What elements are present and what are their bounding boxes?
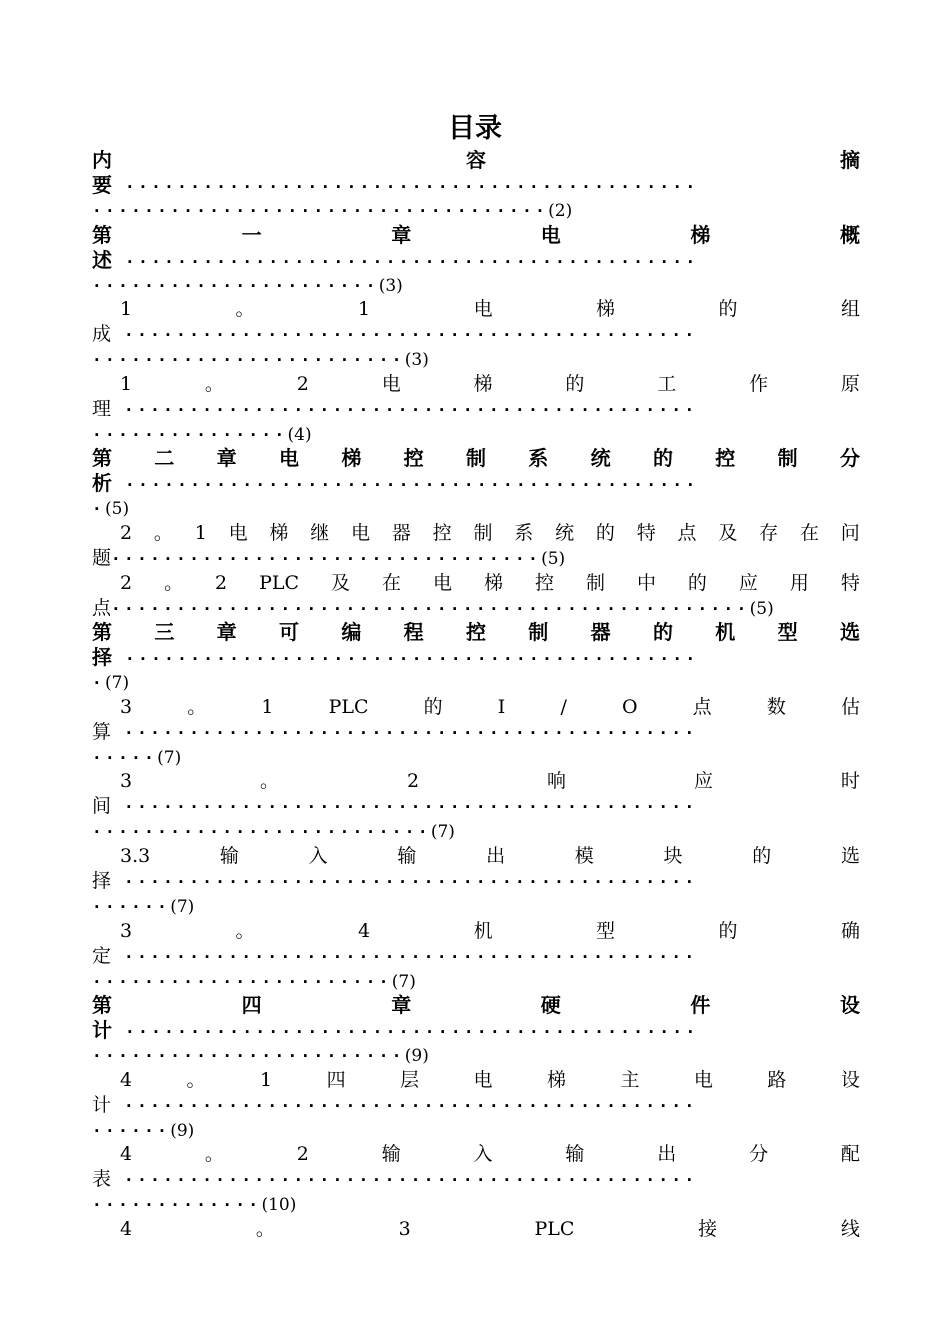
heading-token: 器 [391, 521, 411, 544]
heading-token: 点 [677, 521, 697, 544]
heading-last-char: 算 [92, 720, 112, 743]
heading-token: 输 [381, 1143, 401, 1166]
toc-section-entry[interactable] [92, 1217, 860, 1292]
heading-token: 电 [473, 298, 493, 321]
page-number: (4) [287, 424, 312, 445]
entry-leader-line [92, 546, 860, 571]
leader-dots: ············································ [112, 475, 699, 495]
heading-token: 模 [574, 844, 594, 867]
heading-last-char: 析 [92, 471, 112, 496]
leader-dots: ············································ [112, 1022, 699, 1042]
entry-heading-line [92, 844, 860, 869]
entry-page-line [92, 1118, 194, 1143]
entry-page-line [92, 819, 455, 844]
heading-token: 继 [310, 521, 330, 544]
heading-last-char: 表 [92, 1168, 112, 1191]
entry-leader-line [92, 248, 860, 273]
heading-token: 梯 [341, 446, 362, 471]
leader-dots: ························ [92, 1046, 405, 1066]
heading-token: 硬 [540, 993, 561, 1018]
entry-heading-line [92, 695, 860, 720]
heading-token: 输 [397, 844, 417, 867]
heading-token: 及 [718, 521, 738, 544]
heading-token: 的 [565, 372, 585, 395]
leader-dots: ············································ [111, 1170, 698, 1190]
heading-token: 电 [278, 446, 299, 471]
heading-token: 特 [840, 571, 860, 594]
heading-token: 块 [663, 844, 683, 867]
entry-leader-line [92, 794, 860, 819]
leader-dots: ············································ [112, 649, 699, 669]
heading-token: 在 [799, 521, 819, 544]
leader-dots: ································· [111, 548, 542, 568]
leader-dots: ······ [92, 1120, 171, 1140]
leader-dots: · [92, 499, 106, 519]
heading-token: 主 [620, 1068, 640, 1091]
toc-section-entry[interactable] [92, 844, 860, 919]
heading-token: 2 [296, 1143, 309, 1166]
heading-token: 的 [652, 446, 673, 471]
heading-token: 。 [164, 571, 184, 594]
heading-token: 1 [260, 1068, 273, 1091]
heading-token: 时 [840, 770, 860, 793]
page-number: (7) [391, 971, 416, 992]
heading-token: 用 [789, 571, 809, 594]
heading-token: 电 [381, 372, 401, 395]
heading-token: 。 [186, 1068, 206, 1091]
heading-token: 应 [738, 571, 758, 594]
toc-section-entry[interactable] [92, 571, 860, 621]
leader-dots: ······················ [92, 275, 379, 295]
heading-token: 输 [565, 1143, 585, 1166]
toc-chapter-entry[interactable] [92, 446, 860, 521]
toc-chapter-entry[interactable] [92, 223, 860, 298]
heading-token: 制 [528, 620, 549, 645]
heading-token: 机 [473, 919, 493, 942]
heading-token: 第 [92, 993, 112, 1018]
heading-token: 的 [687, 571, 707, 594]
heading-token: 电 [540, 222, 561, 247]
leader-dots: ············································ [111, 871, 698, 891]
heading-token: 一 [241, 222, 262, 247]
heading-token: 制 [473, 521, 493, 544]
leader-dots: ················································· [111, 598, 750, 618]
entry-heading-line [92, 1142, 860, 1167]
heading-token: 组 [840, 298, 860, 321]
heading-token: 输 [219, 844, 239, 867]
page-number: (9) [170, 1120, 195, 1141]
entry-heading-line [92, 769, 860, 794]
leader-dots: ············································ [111, 797, 698, 817]
heading-token: 作 [749, 372, 769, 395]
leader-dots: ······ [92, 896, 171, 916]
heading-last-char: 成 [92, 323, 112, 346]
leader-dots: ············································ [111, 946, 698, 966]
heading-token: 梯 [690, 222, 711, 247]
heading-token: 4 [358, 919, 371, 942]
heading-token: 出 [657, 1143, 677, 1166]
page-number: (5) [105, 499, 130, 520]
table-of-contents [92, 148, 860, 1292]
page-number: (7) [430, 822, 455, 843]
entry-leader-line [92, 322, 860, 347]
heading-token: 确 [840, 919, 860, 942]
heading-token: 电 [433, 571, 453, 594]
heading-token: 电 [228, 521, 248, 544]
leader-dots: ··············· [92, 424, 288, 444]
heading-token: 分 [839, 446, 860, 471]
heading-last-char: 要 [92, 173, 112, 197]
heading-token: 的 [652, 620, 673, 645]
entry-page-line [92, 422, 312, 447]
toc-chapter-entry[interactable] [92, 620, 860, 695]
page-number: (7) [157, 747, 182, 768]
heading-token: 章 [391, 993, 412, 1018]
heading-token: 。 [187, 695, 207, 718]
heading-token: 1 [261, 695, 274, 718]
heading-token: 中 [636, 571, 656, 594]
leader-dots: ············· [92, 1195, 262, 1215]
heading-token: 层 [400, 1068, 420, 1091]
page-number: (3) [404, 350, 429, 371]
heading-token: 点 [692, 695, 712, 718]
heading-token: 3 [398, 1217, 411, 1240]
heading-token: 制 [777, 446, 798, 471]
page-number: (7) [170, 896, 195, 917]
entry-page-line [92, 670, 129, 695]
heading-token: 2 [215, 571, 228, 594]
heading-token: 存 [759, 521, 779, 544]
page-number: (5) [541, 548, 566, 569]
heading-token: 。 [255, 1217, 275, 1240]
heading-last-char: 理 [92, 397, 112, 420]
toc-section-entry[interactable] [92, 769, 860, 844]
entry-heading-line [92, 993, 860, 1018]
heading-token: 摘 [840, 148, 860, 172]
heading-token: 控 [432, 521, 452, 544]
heading-token: 配 [840, 1143, 860, 1166]
heading-token: 。 [260, 770, 280, 793]
heading-token: 问 [840, 521, 860, 544]
heading-token: 的 [718, 919, 738, 942]
heading-token: 梯 [596, 298, 616, 321]
toc-section-entry[interactable] [92, 521, 860, 571]
heading-token: 2 [120, 571, 133, 594]
heading-token: PLC [259, 571, 300, 594]
heading-token: 工 [657, 372, 677, 395]
entry-heading-line [92, 1217, 860, 1242]
heading-last-char: 题 [92, 546, 112, 569]
entry-heading-line [92, 372, 860, 397]
heading-token: 原 [840, 372, 860, 395]
entry-heading-line [92, 446, 860, 471]
entry-leader-line [92, 471, 860, 496]
toc-section-entry[interactable] [92, 695, 860, 770]
heading-token: 型 [777, 620, 798, 645]
leader-dots: ············································ [111, 399, 698, 419]
heading-token: 的 [752, 844, 772, 867]
heading-token: PLC [534, 1217, 575, 1240]
heading-token: 。 [235, 919, 255, 942]
heading-token: 第 [92, 620, 112, 645]
heading-token: 分 [749, 1143, 769, 1166]
leader-dots: ············································ [111, 325, 698, 345]
heading-token: 梯 [473, 372, 493, 395]
heading-token: 统 [590, 446, 611, 471]
heading-token: 梯 [483, 571, 503, 594]
heading-token: 接 [698, 1217, 718, 1240]
heading-token: 统 [555, 521, 575, 544]
entry-page-line [92, 1043, 429, 1068]
heading-token: I [497, 695, 506, 718]
entry-page-line [92, 273, 403, 298]
heading-token: 线 [840, 1217, 860, 1240]
entry-heading-line [92, 919, 860, 944]
heading-token: 4 [120, 1143, 133, 1166]
heading-token: 概 [839, 222, 860, 247]
entry-leader-line [92, 397, 860, 422]
heading-token: 电 [693, 1068, 713, 1091]
entry-leader-line [92, 173, 860, 198]
heading-last-char: 间 [92, 795, 112, 818]
heading-token: 选 [840, 844, 860, 867]
heading-token: 电 [351, 521, 371, 544]
entry-page-line [92, 496, 129, 521]
toc-chapter-entry[interactable] [92, 148, 860, 223]
heading-token: 编 [341, 620, 362, 645]
heading-token: / [560, 695, 567, 718]
heading-token: 件 [690, 993, 711, 1018]
heading-token: 1 [194, 521, 207, 544]
entry-page-line [92, 1192, 296, 1217]
leader-dots: ············································ [112, 177, 699, 196]
heading-last-char: 计 [92, 1093, 112, 1116]
leader-dots: ························ [92, 350, 405, 370]
heading-token: 选 [839, 620, 860, 645]
entry-heading-line [92, 521, 860, 546]
leader-dots: ····· [92, 747, 158, 767]
leader-dots: ··································· [92, 201, 549, 220]
toc-section-entry[interactable] [92, 1068, 860, 1143]
heading-token: 的 [718, 298, 738, 321]
page-number: (10) [261, 1195, 297, 1216]
heading-token: 第 [92, 446, 112, 471]
heading-token: 型 [596, 919, 616, 942]
entry-page-line [92, 745, 181, 770]
entry-leader-line [92, 645, 860, 670]
heading-token: 三 [154, 620, 175, 645]
heading-token: 器 [590, 620, 611, 645]
entry-leader-line [92, 1093, 860, 1118]
entry-heading-line [92, 571, 860, 596]
heading-token: 3 [120, 695, 133, 718]
heading-token: 章 [216, 446, 237, 471]
entry-page-line [92, 894, 194, 919]
heading-token: 。 [204, 372, 224, 395]
page-number: (3) [378, 275, 403, 296]
entry-leader-line [92, 720, 860, 745]
heading-token: 容 [466, 148, 486, 172]
heading-token: 路 [767, 1068, 787, 1091]
heading-last-char: 述 [92, 247, 112, 272]
heading-token: 3.3 [120, 844, 151, 867]
leader-dots: ······················· [92, 971, 392, 991]
entry-page-line [92, 347, 429, 372]
heading-token: 入 [308, 844, 328, 867]
heading-token: 。 [235, 298, 255, 321]
heading-token: 制 [585, 571, 605, 594]
heading-token: 四 [241, 993, 262, 1018]
heading-token: 设 [840, 1068, 860, 1091]
heading-token: 3 [120, 919, 133, 942]
heading-token: 2 [120, 521, 133, 544]
heading-token: 机 [715, 620, 736, 645]
heading-token: 4 [120, 1217, 133, 1240]
toc-section-entry[interactable] [92, 1142, 860, 1217]
entry-page-line [92, 969, 416, 994]
heading-token: 2 [406, 770, 420, 793]
heading-token: 电 [473, 1068, 493, 1091]
heading-token: 系 [528, 446, 549, 471]
heading-token: 。 [204, 1143, 224, 1166]
heading-token: 控 [465, 620, 486, 645]
heading-token: O [621, 695, 638, 718]
leader-dots: ············································ [112, 251, 699, 271]
page-number: (5) [749, 598, 774, 619]
heading-token: 1 [120, 298, 133, 321]
heading-token: 梯 [546, 1068, 566, 1091]
page-number: (9) [404, 1046, 429, 1067]
page-number: (2) [548, 201, 573, 221]
heading-token: 2 [296, 372, 309, 395]
heading-token: 四 [326, 1068, 346, 1091]
entry-leader-line [92, 944, 860, 969]
heading-last-char: 择 [92, 645, 112, 670]
entry-heading-line [92, 223, 860, 248]
heading-token: 数 [766, 695, 786, 718]
leader-dots: ············································ [111, 1095, 698, 1115]
heading-token: 设 [839, 993, 860, 1018]
heading-token: 3 [120, 770, 133, 793]
heading-token: 应 [693, 770, 713, 793]
entry-heading-line [92, 148, 860, 173]
entry-heading-line [92, 297, 860, 322]
heading-token: 估 [840, 695, 860, 718]
page-number: (7) [105, 673, 130, 694]
heading-token: 章 [391, 222, 412, 247]
leader-dots: ············································ [111, 722, 698, 742]
entry-leader-line [92, 1018, 860, 1043]
heading-token: 二 [154, 446, 175, 471]
heading-last-char: 计 [92, 1018, 112, 1043]
heading-token: 章 [216, 620, 237, 645]
heading-token: 1 [120, 372, 133, 395]
heading-token: 控 [534, 571, 554, 594]
entry-leader-line [92, 596, 860, 621]
entry-heading-line [92, 620, 860, 645]
entry-leader-line [92, 869, 860, 894]
heading-token: 第 [92, 222, 112, 247]
heading-token: 响 [547, 770, 567, 793]
heading-token: 特 [636, 521, 656, 544]
toc-chapter-entry[interactable] [92, 993, 860, 1068]
heading-token: 1 [358, 298, 371, 321]
toc-section-entry[interactable] [92, 919, 860, 994]
heading-token: 系 [514, 521, 534, 544]
heading-token: 4 [120, 1068, 133, 1091]
heading-token: 制 [465, 446, 486, 471]
heading-token: 入 [473, 1143, 493, 1166]
heading-last-char: 择 [92, 869, 112, 892]
toc-section-entry[interactable] [92, 372, 860, 447]
heading-token: 及 [331, 571, 351, 594]
heading-token: 的 [595, 521, 615, 544]
page-title: 目录 [448, 113, 502, 144]
leader-dots: · [92, 673, 106, 693]
heading-token: 。 [153, 521, 173, 544]
heading-token: 可 [278, 620, 299, 645]
heading-token: 在 [382, 571, 402, 594]
heading-last-char: 定 [92, 944, 112, 967]
entry-page-line [92, 198, 572, 223]
entry-heading-line [92, 1068, 860, 1093]
heading-token: 控 [715, 446, 736, 471]
heading-token: 内 [92, 148, 112, 172]
heading-token: 的 [423, 695, 443, 718]
toc-section-entry[interactable] [92, 297, 860, 372]
heading-token: 出 [486, 844, 506, 867]
heading-last-char: 点 [92, 596, 112, 619]
heading-token: PLC [328, 695, 369, 718]
heading-token: 程 [403, 620, 424, 645]
heading-token: 梯 [269, 521, 289, 544]
leader-dots: ·························· [92, 822, 431, 842]
heading-token: 控 [403, 446, 424, 471]
entry-leader-line [92, 1167, 860, 1192]
